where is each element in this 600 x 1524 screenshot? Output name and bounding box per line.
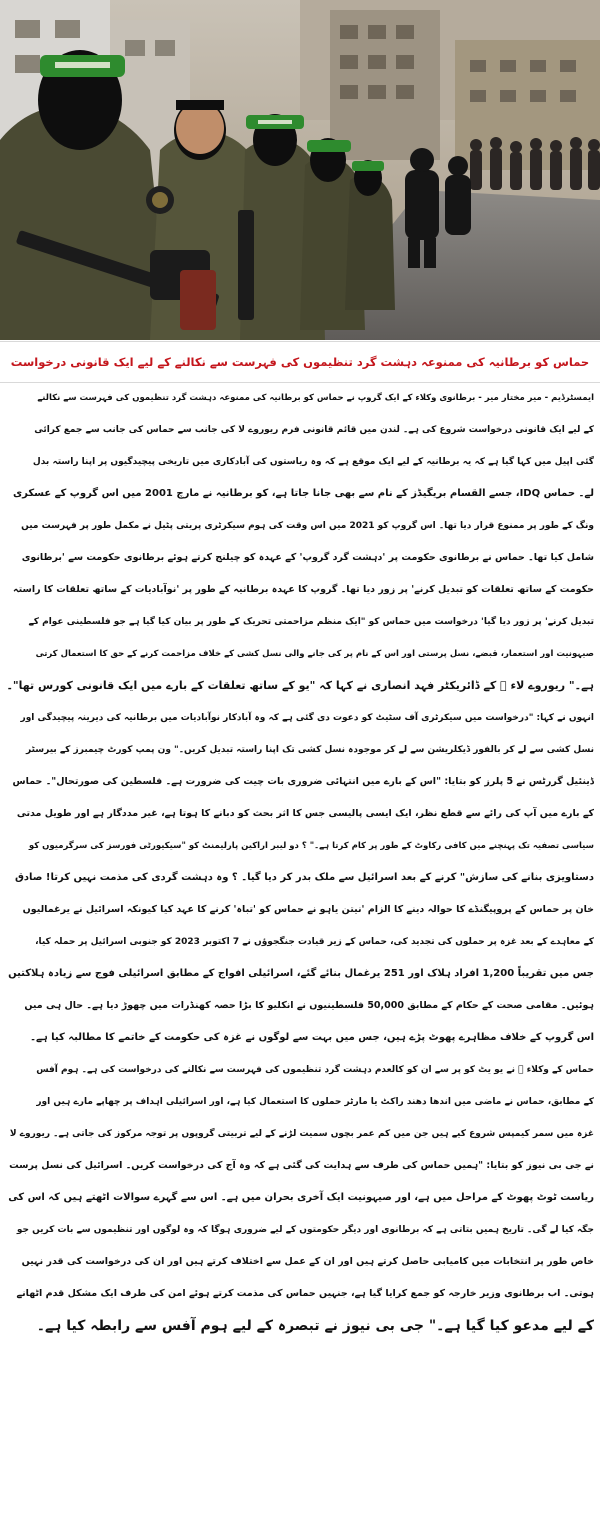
article-line: کے بارے میں آپ کی رائے سے قطع نظر، ایک ایسی پالیسی جس کا اثر بحث کو دبانے کا ہوتا ہے، غیر مددگار ہے اور طویل مدتی (16, 808, 594, 819)
article-line: لے۔ حماس IDQ، جسے القسام بریگیڈز کے نام سے بھی جانا جاتا ہے، کو برطانیہ نے مارچ 2001 میں اس گروپ کے عسکری (12, 488, 594, 499)
article-line: جگہ کیا لے گی۔ تاریخ ہمیں بتاتی ہے کہ برطانوی اور دیگر حکومتوں کے لیے ضروری ہوگا کہ وہ لوگوں اور تنظیموں سے بات کریں جو (16, 1225, 594, 1235)
article-line: نے جی بی نیوز کو بتایا: "ہمیں حماس کی طرف سے ہدایت کی گئی ہے کہ وہ آج کی درخواست کریں۔ اسرائیل کی نسل پرست (9, 1160, 594, 1171)
article-line: حماس کے وکلاء ⃞ نے یو یٹ کو پر سے ان کو کالعدم دہشت گرد تنظیموں کی فہرست سے نکالنے کی درخواست کی ہے۔ ہوم آفس (36, 1065, 594, 1075)
article-line: اس گروپ کے خلاف مظاہرے پھوٹ پڑے ہیں، جس میں بہت سے لوگوں نے غزہ کی حکومت کے خاتمے کا مطالبہ کیا ہے۔ (30, 1032, 594, 1043)
article-line: ہے۔" ریوروے لاء ⃞ کے ڈائریکٹر فہد انصاری نے کہا کہ "یو کے ساتھ تعلقات کے بارے میں ایک قانونی کورس تھا"۔ (6, 679, 594, 692)
article-line: ہوئیں۔ مقامی صحت کے حکام کے مطابق 50,000 فلسطینیوں نے انکلیو کا بڑا حصہ کھنڈرات میں چھوڑ دیا ہے۔ حال ہی میں (24, 1000, 594, 1011)
headline-bar (0, 341, 600, 383)
headline: حماس کو برطانیہ کی ممنوعہ دہشت گرد تنظیموں کی فہرست سے نکالنے کے لیے ایک قانونی درخواست (10, 355, 590, 369)
article-line: غزہ میں سمر کیمپس شروع کیے ہیں جن میں کم عمر بچوں سمیت لڑنے کے لیے تربیتی گروپوں پر توجہ مرکوز کی جاتی ہے۔ ریوروے لا (9, 1129, 594, 1139)
article-body (6, 382, 594, 1342)
article-line: خان پر حماس کے پروپیگنڈے کا حوالہ دینے کا الزام 'نیتن یاہو نے حماس کو 'تباہ' کرنے کا عہد کیا کیونکہ اسرائیل نے یرغمالیوں (22, 904, 594, 915)
article-line: حکومت کے ساتھ تعلقات کو تبدیل کرنے' پر زور دیا تھا۔ گروپ کا عہدہ برطانیہ کے طور پر 'نوآبادیات کے ساتھ تعلقات کا راستہ (13, 584, 594, 595)
news-photo (0, 0, 600, 340)
article-line: کے معاہدے کے بعد غزہ پر حملوں کی تجدید کی، حماس کے زیر قیادت جنگجوؤں نے 7 اکتوبر 2023 کو جنوبی اسرائیل پر حملہ کیا، (35, 937, 594, 947)
article-line: ریاست ٹوٹ پھوٹ کے مراحل میں ہے، اور صیہونیت ایک آخری بحران میں ہے۔ اس سے گہرے سوالات اٹھتے ہیں کہ اس کی (8, 1192, 594, 1203)
article-line: صیہونیت اور استعمار، قبضے، نسل پرستی اور اس کے نام پر کی جانے والی نسل کشی کے خلاف مزاحمت کرنے کے حق کا استعمال کرتی (35, 649, 594, 659)
article-line: شامل کیا تھا۔ حماس نے برطانوی حکومت پر 'دہشت گرد گروپ' کے عہدہ کو چیلنج کرتے ہوئے برطانوی حکومت سے 'برطانوی (21, 552, 594, 563)
article-line: ونگ کے طور پر ممنوع قرار دیا تھا۔ اس گروپ کو 2021 میں اس وقت کی ہوم سیکرٹری پریتی پٹیل نے مکمل طور پر فہرست میں (21, 521, 594, 531)
article-line: انہوں نے کہا: "درخواست میں سیکرٹری آف سٹیٹ کو دعوت دی گئی ہے کہ وہ آبادکار نوآبادیات میں برطانیہ کی دیرینہ پیچیدگی اور (20, 713, 594, 723)
article-line: دستاویزی بنانے کی سازش" کرنے کے بعد اسرائیل سے ملک بدر کر دیا گیا۔ ؟ وہ دہشت گردی کی مذمت نہیں کرتا! صادق (14, 872, 594, 883)
article-line: کے مطابق، حماس نے ماضی میں اندھا دھند راکٹ یا مارٹر حملوں کا استعمال کیا ہے، اور اسرائیلی اہداف پر چھاپے مارے ہیں اور (36, 1097, 594, 1107)
article-line: ہوتی۔ اب برطانوی وزیر خارجہ کو جمع کرایا گیا ہے، جنہیں حماس کی مذمت کرتے ہوئے امن کی طرف ایک مشکل قدم اٹھانے (16, 1288, 594, 1299)
article-line: گئی اپیل میں کہا گیا ہے کہ یہ برطانیہ کے لیے ایک موقع ہے کہ وہ ریاستوں کی آبادکاری میں تاریخی پیچیدگیوں پر اپنا راستہ بدل (32, 457, 594, 467)
article-line: تبدیل کرنے' پر زور دیا گیا' درخواست میں حماس کو "ایک منظم مزاحمتی تحریک کے طور پر بیان کیا گیا ہے جو فلسطینی عوام کے (28, 617, 594, 627)
article-line: سیاسی تصفیہ تک پہنچنے میں کافی رکاوٹ کے طور پر کام کرتا ہے۔" ؟ دو لیبر اراکین پارلیمنٹ کو "سیکیورٹی فورسز کی سرگرمیوں کو (28, 841, 594, 851)
article-line: کے لیے مدعو کیا گیا ہے۔" جی بی نیوز نے تبصرہ کے لیے ہوم آفس سے رابطہ کیا ہے۔ (36, 1318, 594, 1334)
article-line: کے لیے ایک قانونی درخواست شروع کی ہے۔ لندن میں قائم قانونی فرم ریوروے لا کی جانب سے حماس کی جانب سے جمع کرائی (34, 425, 594, 435)
article-line: نسل کشی سے لے کر بالفور ڈیکلریشن سے لے کر موجودہ نسل کشی تک اپنا راستہ تبدیل کریں۔" ون پمپ کورٹ چیمبرز کے بیرسٹر (26, 745, 594, 755)
article-line: ایمسٹرڈیم - میر مختار میر - برطانوی وکلاء کے ایک گروپ نے حماس کو برطانیہ کی ممنوعہ دہشت گرد تنظیموں کی فہرست سے نکالنے (37, 393, 594, 403)
article-line: خاص طور پر انتخابات میں کامیابی حاصل کرتے ہیں اور ان کے عمل سے اختلاف کرتے ہیں اور ان کی درخواست کی قدر نہیں (21, 1256, 594, 1267)
article-line: ڈینئیل گررٹس نے 5 پلرز کو بتایا: "اس کے بارے میں انتہائی ضروری بات چیت کی ضرورت ہے۔ فلسطین کی صورتحال"۔ حماس (12, 776, 594, 787)
article-line: جس میں تقریباً 1,200 افراد ہلاک اور 251 یرغمال بنائے گئے، اسرائیلی افواج کے مطابق اسرائیلی فوج سے زیادہ ہلاکتیں (8, 968, 594, 979)
